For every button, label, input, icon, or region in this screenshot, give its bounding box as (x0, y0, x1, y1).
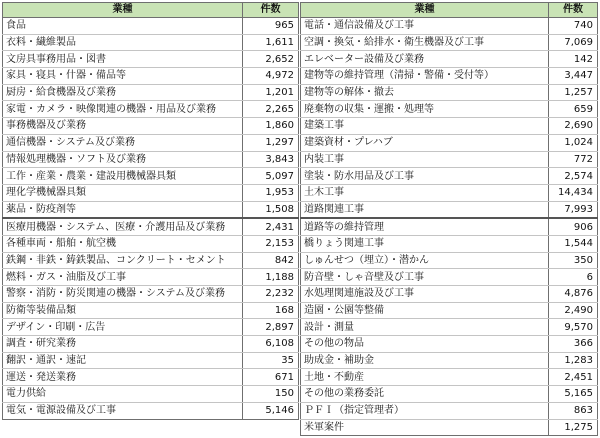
count-cell: 35 (243, 352, 299, 369)
table-row (3, 34, 299, 51)
table-row (3, 151, 299, 168)
count-cell: 659 (549, 101, 598, 118)
count-cell: 142 (549, 51, 598, 68)
table-body (301, 18, 598, 436)
count-cell: 1,953 (243, 184, 299, 201)
category-cell: 薬品・防疫剤等 (3, 201, 243, 218)
count-cell: 2,232 (243, 286, 299, 303)
table-row (3, 101, 299, 118)
category-cell: 建物等の維持管理（清掃・警備・受付等） (301, 68, 549, 85)
count-cell: 2,690 (549, 118, 598, 135)
table-row (301, 201, 598, 218)
category-cell: 家具・寝具・什器・備品等 (3, 68, 243, 85)
category-cell: 通信機器・システム及び業務 (3, 134, 243, 151)
table-row (301, 302, 598, 319)
count-cell: 2,490 (549, 302, 598, 319)
category-cell: 情報処理機器・ソフト及び業務 (3, 151, 243, 168)
category-cell: 電力供給 (3, 386, 243, 403)
table-row (3, 402, 299, 419)
count-cell: 1,188 (243, 269, 299, 286)
count-cell: 9,570 (549, 319, 598, 336)
category-cell: 土木工事 (301, 184, 549, 201)
table-row (3, 319, 299, 336)
category-cell: 事務機器及び業務 (3, 118, 243, 135)
category-cell: 設計・測量 (301, 319, 549, 336)
table-row (3, 302, 299, 319)
table-row (3, 134, 299, 151)
count-cell: 1,283 (549, 352, 598, 369)
count-cell: 1,275 (549, 419, 598, 436)
count-cell: 2,897 (243, 319, 299, 336)
table-row (3, 252, 299, 269)
category-cell: 文房具事務用品・図書 (3, 51, 243, 68)
count-cell: 2,652 (243, 51, 299, 68)
category-cell: 造園・公園等整備 (301, 302, 549, 319)
category-cell: 家電・カメラ・映像関連の機器・用品及び業務 (3, 101, 243, 118)
count-cell: 168 (243, 302, 299, 319)
table-row (3, 68, 299, 85)
table-row (301, 101, 598, 118)
column-header-category: 業種 (301, 3, 549, 18)
count-cell: 1,860 (243, 118, 299, 135)
category-cell: 建築資材・プレハブ (301, 134, 549, 151)
table-row (3, 84, 299, 101)
table-row (301, 386, 598, 403)
category-cell: 建物等の解体・撤去 (301, 84, 549, 101)
count-cell: 2,431 (243, 218, 299, 235)
category-cell: 水処理関連施設及び工事 (301, 286, 549, 303)
category-cell: 防音壁・しゃ音壁及び工事 (301, 269, 549, 286)
table-row (301, 184, 598, 201)
category-cell: 塗装・防水用品及び工事 (301, 168, 549, 185)
count-cell: 1,544 (549, 235, 598, 252)
count-cell: 5,146 (243, 402, 299, 419)
table-row (3, 168, 299, 185)
count-cell: 4,876 (549, 286, 598, 303)
table-header-row (3, 3, 299, 18)
table-row (301, 252, 598, 269)
count-cell: 2,574 (549, 168, 598, 185)
table-row (301, 168, 598, 185)
column-header-category: 業種 (3, 3, 243, 18)
count-cell: 1,024 (549, 134, 598, 151)
table-row (301, 369, 598, 386)
table-row (3, 386, 299, 403)
count-cell: 2,265 (243, 101, 299, 118)
count-cell: 2,451 (549, 369, 598, 386)
category-cell: 翻訳・通訳・速記 (3, 352, 243, 369)
table-row (301, 269, 598, 286)
category-cell: 鉄鋼・非鉄・鋳鉄製品、コンクリート・セメント (3, 252, 243, 269)
table-row (3, 235, 299, 252)
category-cell: 燃料・ガス・油脂及び工事 (3, 269, 243, 286)
table-row (301, 419, 598, 436)
count-cell: 350 (549, 252, 598, 269)
category-count-table-right (300, 2, 598, 436)
table-row (301, 352, 598, 369)
table-row (3, 336, 299, 353)
table-row (301, 402, 598, 419)
count-cell: 1,611 (243, 34, 299, 51)
category-cell: 調査・研究業務 (3, 336, 243, 353)
category-cell: 厨房・給食機器及び業務 (3, 84, 243, 101)
category-cell: その他の業務委託 (301, 386, 549, 403)
count-cell: 863 (549, 402, 598, 419)
category-cell: エレベーター設備及び業務 (301, 51, 549, 68)
column-header-count: 件数 (549, 3, 598, 18)
table-row (301, 151, 598, 168)
count-cell: 14,434 (549, 184, 598, 201)
category-cell: 電話・通信設備及び工事 (301, 18, 549, 35)
count-cell: 1,297 (243, 134, 299, 151)
table-row (301, 68, 598, 85)
table-header-row (301, 3, 598, 18)
category-cell: 内装工事 (301, 151, 549, 168)
count-cell: 1,508 (243, 201, 299, 218)
count-cell: 3,447 (549, 68, 598, 85)
table-row (301, 134, 598, 151)
table-row (3, 118, 299, 135)
count-cell: 6 (549, 269, 598, 286)
count-cell: 7,069 (549, 34, 598, 51)
category-cell: 橋りょう関連工事 (301, 235, 549, 252)
category-cell: 警察・消防・防災関連の機器・システム及び業務 (3, 286, 243, 303)
table-row (301, 18, 598, 35)
category-cell: 米軍案件 (301, 419, 549, 436)
category-cell: 空調・換気・給排水・衛生機器及び工事 (301, 34, 549, 51)
category-cell: 土地・不動産 (301, 369, 549, 386)
count-cell: 366 (549, 336, 598, 353)
table-row (3, 218, 299, 235)
count-cell: 842 (243, 252, 299, 269)
column-header-count: 件数 (243, 3, 299, 18)
table-row (3, 286, 299, 303)
category-cell: その他の物品 (301, 336, 549, 353)
category-cell: 食品 (3, 18, 243, 35)
table-row (3, 18, 299, 35)
count-cell: 1,257 (549, 84, 598, 101)
category-cell: 医療用機器・システム、医療・介護用品及び業務 (3, 218, 243, 235)
table-body (3, 18, 299, 420)
table-row (3, 201, 299, 218)
category-cell: しゅんせつ（埋立）・潜かん (301, 252, 549, 269)
table-row (301, 118, 598, 135)
count-cell: 3,843 (243, 151, 299, 168)
count-cell: 150 (243, 386, 299, 403)
count-cell: 740 (549, 18, 598, 35)
table-row (3, 369, 299, 386)
count-cell: 671 (243, 369, 299, 386)
table-row (3, 184, 299, 201)
count-cell: 7,993 (549, 201, 598, 218)
category-cell: 防衛等装備品類 (3, 302, 243, 319)
category-cell: 工作・産業・農業・建設用機械器具類 (3, 168, 243, 185)
table-row (301, 34, 598, 51)
count-cell: 772 (549, 151, 598, 168)
count-cell: 906 (549, 218, 598, 235)
category-cell: 衣料・繊維製品 (3, 34, 243, 51)
count-cell: 2,153 (243, 235, 299, 252)
category-cell: ＰＦＩ（指定管理者） (301, 402, 549, 419)
count-cell: 5,165 (549, 386, 598, 403)
count-cell: 4,972 (243, 68, 299, 85)
category-count-table-left (2, 2, 299, 420)
table-row (301, 286, 598, 303)
count-cell: 5,097 (243, 168, 299, 185)
table-row (3, 269, 299, 286)
table-row (301, 235, 598, 252)
category-cell: 廃棄物の収集・運搬・処理等 (301, 101, 549, 118)
category-cell: 建築工事 (301, 118, 549, 135)
table-row (301, 218, 598, 235)
count-cell: 1,201 (243, 84, 299, 101)
count-cell: 6,108 (243, 336, 299, 353)
category-cell: 理化学機械器具類 (3, 184, 243, 201)
table-row (3, 51, 299, 68)
category-cell: 各種車両・船舶・航空機 (3, 235, 243, 252)
table-row (301, 336, 598, 353)
category-cell: 道路等の維持管理 (301, 218, 549, 235)
category-cell: デザイン・印刷・広告 (3, 319, 243, 336)
category-cell: 道路関連工事 (301, 201, 549, 218)
table-row (3, 352, 299, 369)
count-cell: 965 (243, 18, 299, 35)
table-row (301, 51, 598, 68)
table-row (301, 319, 598, 336)
table-row (301, 84, 598, 101)
category-cell: 電気・電源設備及び工事 (3, 402, 243, 419)
category-cell: 運送・発送業務 (3, 369, 243, 386)
category-cell: 助成金・補助金 (301, 352, 549, 369)
